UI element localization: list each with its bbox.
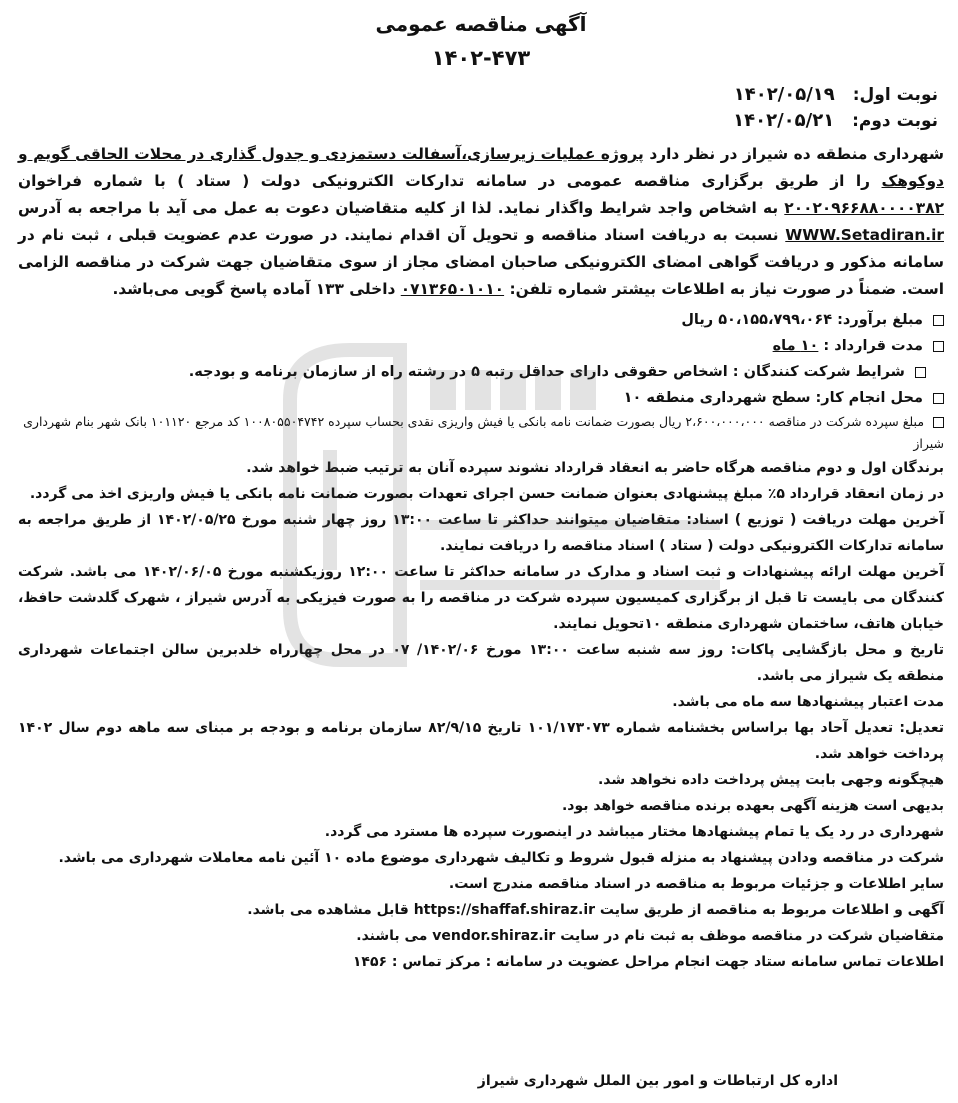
conditions-item <box>18 359 944 385</box>
notice-code: ۱۴۰۲-۴۷۳ <box>431 46 531 70</box>
clause-6: تعدیل: تعدیل آحاد بها براساس بخشنامه شماره ۱۰۱/۱۷۳۰۷۳ تاریخ ۸۲/۹/۱۵ سازمان برنامه و بودجه بر مبنای سه ماهه دوم سال ۱۴۰۲ پرداخت خواهد شد. <box>18 720 945 762</box>
deposit-text: مبلغ سپرده شرکت در مناقصه ۲،۶۰۰،۰۰۰،۰۰۰ ریال بصورت ضمانت نامه بانکی یا فیش واریزی نقدی بحساب سپرده ۱۰۰۸۰۵۵۰۴۷۴۲ کد مرجع ۱۰۱۱۲۰ بانک شهر بنام شهرداری شیراز <box>23 414 944 451</box>
clause-11: سایر اطلاعات و جزئیات مربوط به مناقصه در اسناد مناقصه مندرج است. <box>448 876 944 892</box>
intro-part-2: را از طریق برگزاری مناقصه عمومی در سامانه تدارکات الکترونیکی دولت ( ستاد ) با شماره فراخوان <box>18 172 871 190</box>
intro-paragraph <box>18 141 944 303</box>
intro-part-1: شهرداری منطقه ده شیراز در نظر دارد <box>649 145 944 163</box>
conditions-text: شرایط شرکت کنندگان : اشخاص حقوقی دارای حداقل رتبه ۵ در رشته راه از سازمان برنامه و بودجه. <box>188 364 905 380</box>
clause-12: آگهی و اطلاعات مربوط به مناقصه از طریق سایت https://shaffaf.shiraz.ir قابل مشاهده می باشد. <box>247 902 944 918</box>
intro-part-4: نسبت به دریافت اسناد مناقصه و تحویل آن اقدام نمایند. در صورت عدم عضویت قبلی ، ثبت نام در سامانه مذکور و دریافت گواهی امضای الکترونیکی صاحبان امضای مجاز از سوی متقاضیان جهت شرکت در مناقصه الزامی است. ضمناً در صورت نیاز به اطلاعات بیشتر شماره تلفن: <box>18 226 944 298</box>
phone-number: ۰۷۱۳۶۵۰۱۰۱۰ <box>400 280 505 298</box>
clause-14: اطلاعات تماس سامانه ستاد جهت انجام مراحل عضویت در سامانه : مرکز تماس : ۱۴۵۶ <box>352 954 944 970</box>
location-text: محل انجام کار: سطح شهرداری منطقه ۱۰ <box>623 390 923 406</box>
clause-9: شهرداری در رد یک یا تمام پیشنهادها مختار میباشد در اینصورت سپرده ها مسترد می گردد. <box>324 824 944 840</box>
estimate-item <box>18 307 944 333</box>
second-turn-date: ۱۴۰۲/۰۵/۲۱ <box>733 110 835 131</box>
clause-7: هیچگونه وجهی بابت پیش پرداخت داده نخواهد شد. <box>597 772 944 788</box>
first-turn-label: نوبت اول: <box>852 85 938 105</box>
deposit-item <box>18 411 944 455</box>
issuer-signature: اداره کل ارتباطات و امور بین الملل شهرداری شیراز <box>477 1073 838 1089</box>
clause-1: در زمان انعقاد قرارداد ۵٪ مبلغ پیشنهادی بعنوان ضمانت حسن اجرای تعهدات بصورت ضمانت نامه بانکی یا فیش واریزی اخذ می گردد. <box>29 486 944 502</box>
call-number: ۲۰۰۲۰۹۶۶۸۸۰۰۰۰۳۸۲ <box>784 199 944 217</box>
clause-10: شرکت در مناقصه ودادن پیشنهاد به منزله قبول شروط و تکالیف شهرداری موضوع ماده ۱۰ آئین نامه معاملات شهرداری می باشد. <box>58 850 944 866</box>
checkbox-icon <box>933 315 944 326</box>
duration-item <box>18 333 944 359</box>
checkbox-icon <box>933 417 944 428</box>
first-turn <box>18 84 938 105</box>
intro-part-3: به اشخاص واجد شرایط واگذار نماید. لذا از کلیه متقاضیان دعوت به عمل می آید با مراجعه به آدرس <box>18 199 779 217</box>
checkbox-icon <box>933 341 944 352</box>
clause-5: مدت اعتبار پیشنهادها سه ماه می باشد. <box>672 694 944 710</box>
location-item <box>18 385 944 411</box>
setadiran-link[interactable]: WWW.Setadiran.ir <box>785 226 944 244</box>
clause-4: تاریخ و محل بازگشایی پاکات: روز سه شنبه ساعت ۱۳:۰۰ مورخ ۱۴۰۲/۰۶/ ۰۷ در محل چهارراه خلدبرین سالن اجتماعات شهرداری منطقه یک شیراز می باشد. <box>18 642 944 684</box>
intro-part-5: داخلی ۱۳۳ آماده پاسخ گویی می‌باشد. <box>112 280 396 298</box>
clause-8: بدیهی است هزینه آگهی بعهده برنده مناقصه خواهد بود. <box>561 798 944 814</box>
checkbox-icon <box>933 393 944 404</box>
project-name: پروژه عملیات زیرسازی،آسفالت دستمزدی و جدول گذاری در محلات الحاقی گویم و دوکوهک <box>18 145 945 190</box>
notice-title: آگهی مناقصه عمومی <box>375 12 587 36</box>
clause-0: برندگان اول و دوم مناقصه هرگاه حاضر به انعقاد قرارداد نشوند سپرده آنان به ترتیب ضبط خواهد شد. <box>246 460 944 476</box>
second-turn <box>18 110 938 131</box>
clause-3: آخرین مهلت ارائه پیشنهادات و ثبت اسناد و مدارک در سامانه حداکثر تا ساعت ۱۲:۰۰ روزیکشنبه مورخ ۱۴۰۲/۰۶/۰۵ می باشد. شرکت کنندگان می بایست تا قبل از برگزاری کمیسیون سپرده شرکت در مناقصه را به صورت فیزیکی به آدرس شیراز ، شهرک گلدشت حافظ، خیابان هاتف، ساختمان شهرداری منطقه ۱۰تحویل نمایند. <box>18 564 944 632</box>
clause-2: آخرین مهلت دریافت ( توزیع ) اسناد: متقاضیان میتوانند حداکثر تا ساعت ۱۳:۰۰ روز چهار شنبه مورخ ۱۴۰۲/۰۵/۲۵ از طریق مراجعه به سامانه تدارکات الکترونیکی دولت ( ستاد ) اسناد مناقصه را دریافت نمایند. <box>18 512 944 554</box>
clause-13: متقاضیان شرکت در مناقصه موظف به ثبت نام در سایت vendor.shiraz.ir می باشند. <box>356 928 944 944</box>
first-turn-date: ۱۴۰۲/۰۵/۱۹ <box>733 84 835 105</box>
duration-label: مدت قرارداد : <box>823 338 923 354</box>
duration-value: ۱۰ ماه <box>772 338 819 354</box>
estimate-text: مبلغ برآورد: ۵۰،۱۵۵،۷۹۹،۰۶۴ ریال <box>681 312 923 328</box>
second-turn-label: نوبت دوم: <box>852 111 938 131</box>
checkbox-icon <box>915 367 926 378</box>
